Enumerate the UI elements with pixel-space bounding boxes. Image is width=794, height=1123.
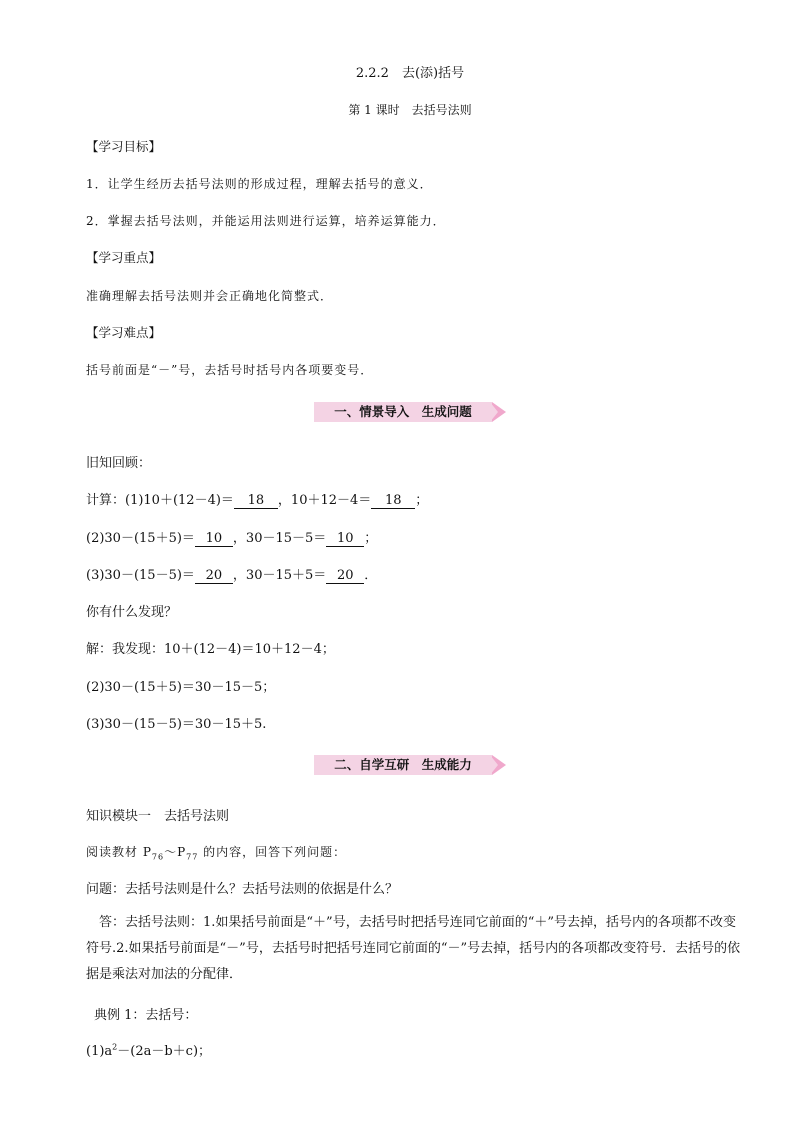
reading-instruction [86, 843, 346, 861]
difficulties-heading: 【学习难点】 [86, 325, 162, 340]
calc-text: ，30－15－5＝ [232, 531, 327, 546]
section-banner [314, 402, 492, 422]
calc-text: ，10＋12－4＝ [277, 493, 372, 508]
calc-text: ，30－15＋5＝ [232, 568, 327, 583]
solution-line: (3)30－(15－5)＝30－15＋5. [86, 717, 267, 732]
solution-line: (2)30－(15＋5)＝30－15－5； [86, 680, 276, 695]
section-banner [314, 755, 492, 775]
review-label: 旧知回顾： [86, 456, 152, 471]
answer-blank: 10 [326, 532, 364, 547]
calc-line [86, 527, 377, 547]
key-points-heading: 【学习重点】 [86, 250, 162, 265]
page-subscript: 77 [186, 852, 199, 862]
answer-blank: 20 [326, 569, 364, 584]
reading-text: 阅读教材 P [86, 845, 152, 859]
answer-blank: 10 [195, 532, 233, 547]
banner-arrow-icon [490, 402, 498, 422]
calc-line [86, 489, 428, 509]
calc-text: ． [364, 568, 378, 583]
exponent: 2 [112, 1042, 118, 1052]
difficulties-text: 括号前面是“－”号，去括号时括号内各项要变号． [86, 363, 374, 377]
answer-blank: 18 [371, 494, 415, 509]
key-points-text: 准确理解去括号法则并会正确地化简整式． [86, 289, 334, 303]
answer-blank: 20 [195, 569, 233, 584]
reading-text: 的内容，回答下列问题： [198, 845, 347, 859]
discovery-question: 你有什么发现？ [86, 605, 178, 620]
question-text: 问题：去括号法则是什么？去括号法则的依据是什么？ [86, 882, 399, 897]
page-subtitle: 第 1 课时 去括号法则 [348, 103, 472, 117]
section-banner-label: 一、情景导入 生成问题 [334, 404, 472, 419]
answer-paragraph: 答：去括号法则：1.如果括号前面是“＋”号，去括号时把括号连同它前面的“＋”号去掉，括号内的各项都不改变符号.2.如果括号前面是“－”号，去括号时把括号连同它前面的“－”号去掉，括号内的各项都改变符号．去括号的依据是乘法对加法的分配律． [86, 915, 741, 982]
calc-text: ； [415, 493, 429, 508]
example-label: 典例 1：去括号： [94, 1008, 198, 1023]
module-title: 知识模块一 去括号法则 [86, 809, 230, 824]
expr-text: (1)a [86, 1044, 113, 1059]
page-subscript: 76 [151, 852, 165, 862]
calc-text: (3)30－(15－5)＝ [86, 568, 195, 583]
objective-item: 2．掌握去括号法则，并能运用法则进行运算，培养运算能力． [86, 214, 446, 228]
objectives-heading: 【学习目标】 [86, 139, 162, 154]
calc-line [86, 564, 377, 584]
reading-text: ～P [164, 845, 187, 859]
expr-text: －(2a－b＋c)； [117, 1044, 212, 1059]
banner-arrow-icon [490, 755, 498, 775]
example-expression [86, 1040, 211, 1059]
section-banner-label: 二、自学互研 生成能力 [334, 757, 472, 772]
page-title: 2.2.2 去(添)括号 [355, 66, 465, 81]
calc-text: (2)30－(15＋5)＝ [86, 531, 195, 546]
calc-text: 计算：(1)10＋(12－4)＝ [86, 493, 234, 508]
objective-item: 1．让学生经历去括号法则的形成过程，理解去括号的意义． [86, 177, 433, 191]
calc-text: ； [364, 531, 378, 546]
answer-blank: 18 [234, 494, 278, 509]
solution-line: 解：我发现：10＋(12－4)＝10＋12－4； [86, 642, 335, 657]
